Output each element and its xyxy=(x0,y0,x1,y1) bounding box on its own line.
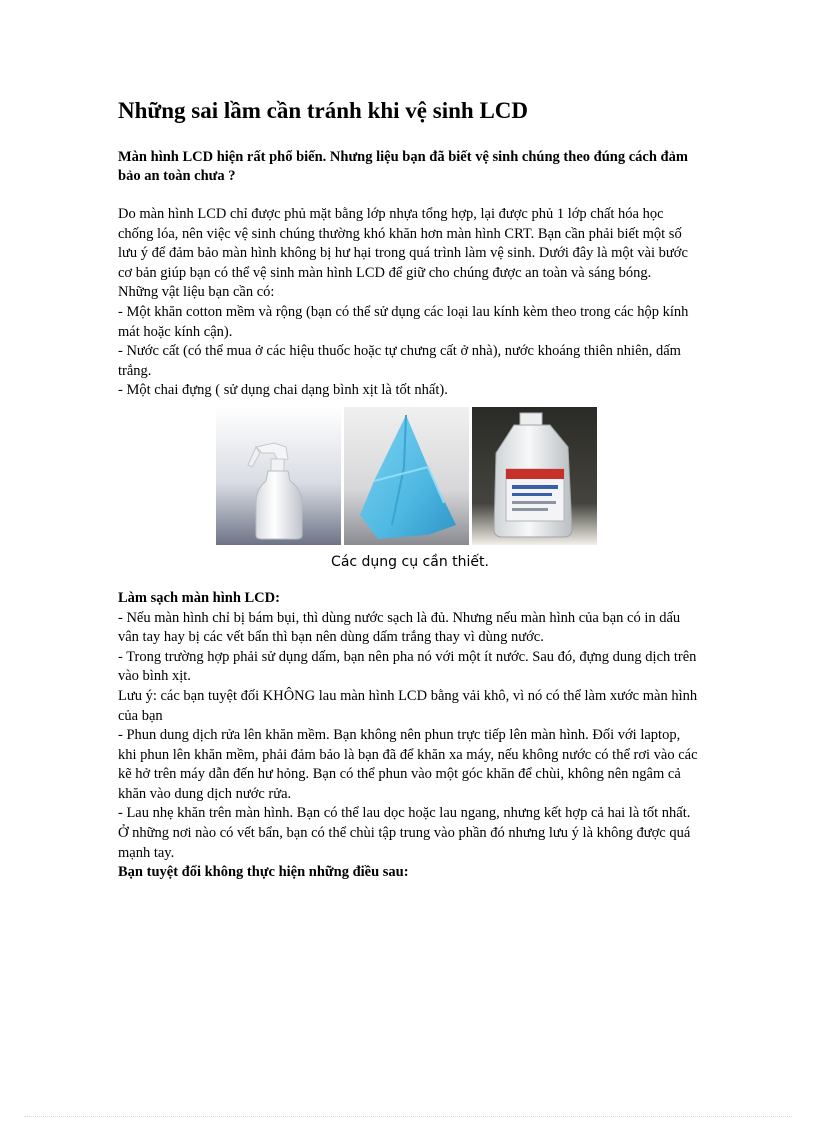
cleaning-step-dust: - Nếu màn hình chỉ bị bám bụi, thì dùng nước sạch là đủ. Nhưng nếu màn hình của bạn có in dấu vân tay hay bị các vết bẩn thì bạn nên dùng dấm trắng thay vì dùng nước. xyxy=(118,609,681,646)
figure-caption: Các dụng cụ cần thiết. xyxy=(331,553,489,570)
intro-paragraph: Do màn hình LCD chỉ được phủ mặt bằng lớp nhựa tổng hợp, lại được phủ 1 lớp chất hóa học chống lóa, nên việc vệ sinh chúng thường khó khăn hơn màn hình CRT. Bạn cần phải biết một số lưu ý để đảm bảo màn hình không bị hư hại trong quá trình làm vệ sinh. Dưới đây là một vài bước cơ bản giúp bạn có thể vệ sinh màn hình LCD để giữ cho chúng được an toàn và sáng bóng. xyxy=(118,206,688,281)
material-item-bottle: - Một chai đựng ( sử dụng chai dạng bình xịt là tốt nhất). xyxy=(118,382,448,399)
material-item-water: - Nước cất (có thể mua ở các hiệu thuốc hoặc tự chưng cất ở nhà), nước khoáng thiên nhiên, dấm trắng. xyxy=(118,343,681,379)
document-page xyxy=(118,96,700,883)
article-subtitle: Màn hình LCD hiện rất phổ biến. Nhưng liệu bạn đã biết vệ sinh chúng theo đúng cách đảm bảo an toàn chưa ? xyxy=(118,149,688,184)
tools-photos xyxy=(216,407,604,545)
page-title: Những sai lầm cần tránh khi vệ sinh LCD xyxy=(118,98,529,123)
section-heading-cleaning: Làm sạch màn hình LCD: xyxy=(118,589,280,606)
material-item-cloth: - Một khăn cotton mềm và rộng (bạn có thể sử dụng các loại lau kính kèm theo trong các hộp kính mát hoặc kính cận). xyxy=(118,303,689,340)
blue-cloth-photo xyxy=(344,407,469,545)
cleaning-note: Lưu ý: các bạn tuyệt đối KHÔNG lau màn hình LCD bằng vải khô, vì nó có thể làm xước màn hình của bạn xyxy=(118,687,698,724)
distilled-water-jug-photo xyxy=(472,407,597,545)
warnings-heading: Bạn tuyệt đối không thực hiện những điều sau: xyxy=(118,864,409,881)
section-spacer xyxy=(118,571,700,589)
cleaning-step-spray: - Phun dung dịch rửa lên khăn mềm. Bạn không nên phun trực tiếp lên màn hình. Đối với laptop, khi phun lên khăn mềm, phải đảm bảo là bạn đã để khăn xa máy, nếu không nước có thể rơi vào các kẽ hở trên máy dẫn đến hư hỏng. Bạn có thể phun vào một góc khăn để chùi, không nên ngâm cả khăn vào dung dịch nước rửa. xyxy=(118,727,698,802)
tools-figure xyxy=(216,407,604,571)
cleaning-step-wipe: - Lau nhẹ khăn trên màn hình. Bạn có thể lau dọc hoặc lau ngang, nhưng kết hợp cả hai là tốt nhất. Ở những nơi nào có vết bẩn, bạn có thể chùi tập trung vào phần đó nhưng lưu ý là không được quá mạnh tay. xyxy=(118,805,691,861)
page-bottom-border xyxy=(24,1116,792,1117)
spray-bottle-photo xyxy=(216,407,341,545)
materials-heading: Những vật liệu bạn cần có: xyxy=(118,284,275,301)
cleaning-step-vinegar: - Trong trường hợp phải sử dụng dấm, bạn nên pha nó với một ít nước. Sau đó, đựng dung dịch trên vào bình xịt. xyxy=(118,648,697,685)
